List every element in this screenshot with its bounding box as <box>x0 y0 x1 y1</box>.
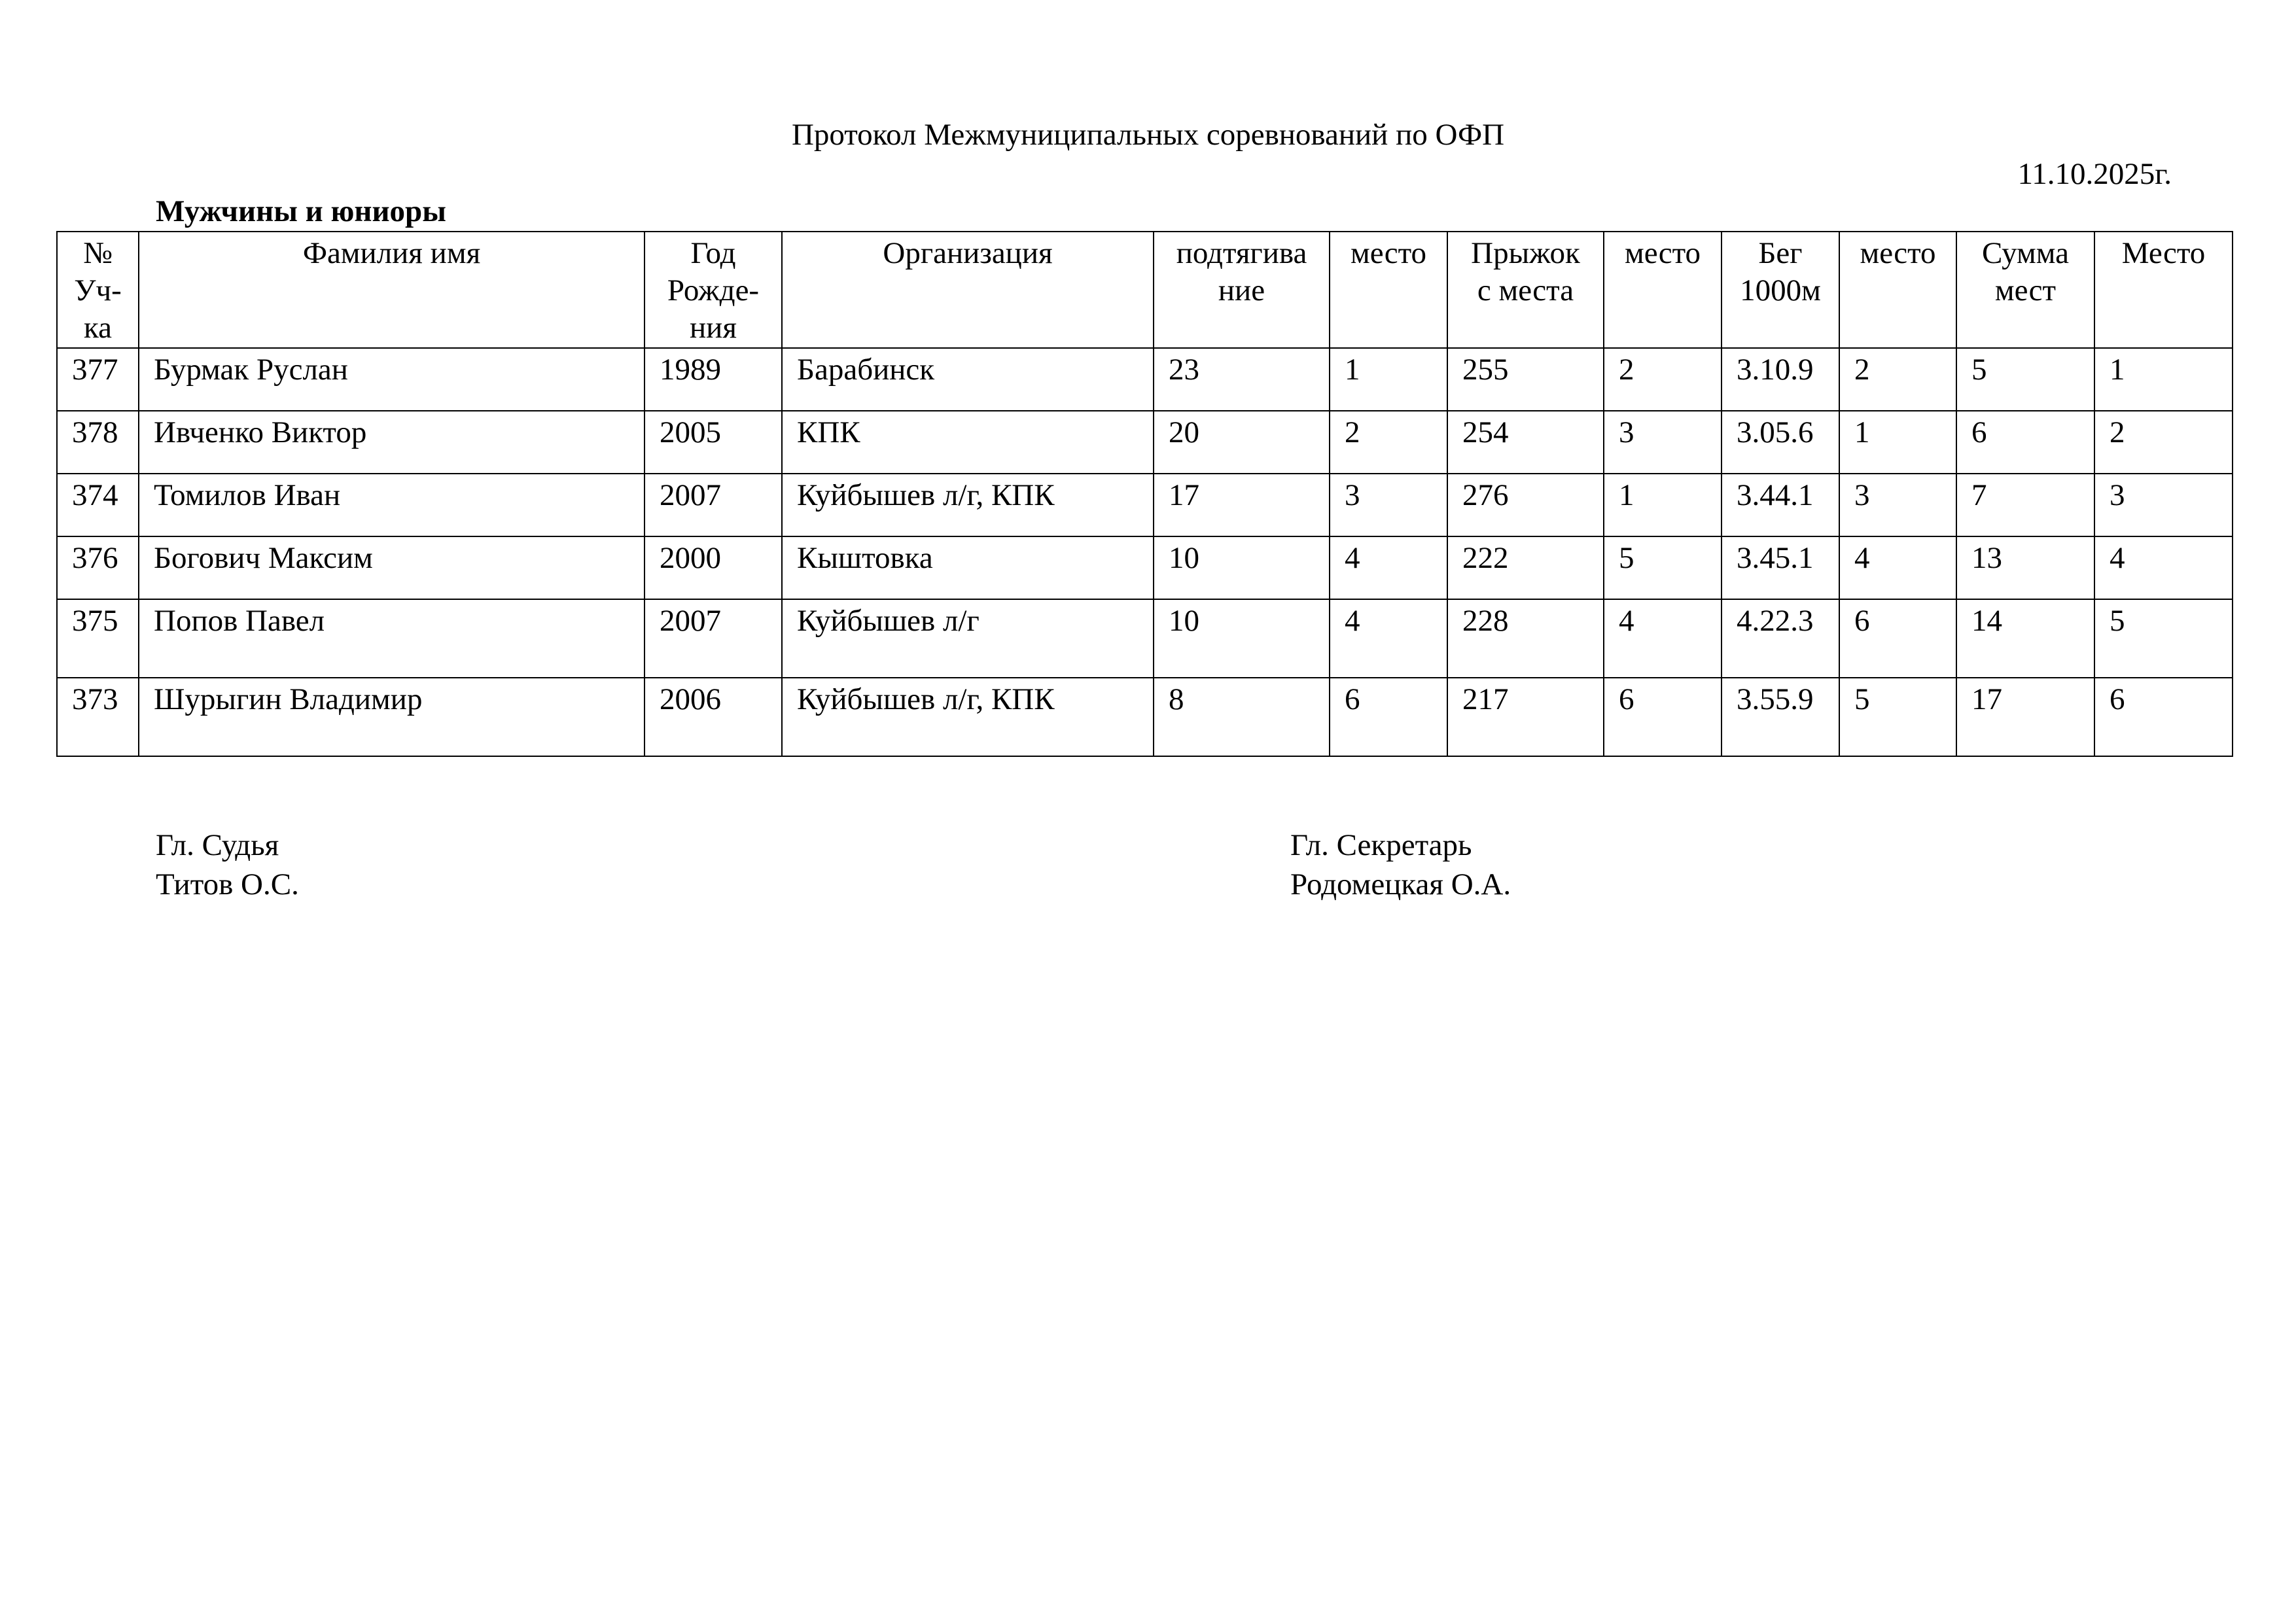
header-run-1000m: Бег 1000м <box>1722 232 1839 348</box>
category-heading: Мужчины и юниоры <box>156 194 446 228</box>
long-jump-place: 6 <box>1604 678 1722 756</box>
birth-year: 2006 <box>645 678 782 756</box>
pullups: 8 <box>1154 678 1330 756</box>
sum-of-places: 7 <box>1956 474 2094 536</box>
organization: КПК <box>782 411 1154 474</box>
pullups: 17 <box>1154 474 1330 536</box>
long-jump-place: 2 <box>1604 348 1722 411</box>
long-jump-place: 3 <box>1604 411 1722 474</box>
birth-year: 2000 <box>645 536 782 599</box>
sum-of-places: 13 <box>1956 536 2094 599</box>
secretary-title: Гл. Секретарь <box>1290 828 1472 862</box>
birth-year: 2007 <box>645 474 782 536</box>
organization: Куйбышев л/г, КПК <box>782 678 1154 756</box>
full-name: Богович Максим <box>139 536 645 599</box>
run-1000m: 3.55.9 <box>1722 678 1839 756</box>
organization: Барабинск <box>782 348 1154 411</box>
judge-title: Гл. Судья <box>156 828 279 862</box>
organization: Куйбышев л/г <box>782 599 1154 678</box>
run-1000m: 3.45.1 <box>1722 536 1839 599</box>
pullups-place: 3 <box>1330 474 1447 536</box>
table-row <box>57 678 2233 756</box>
organization: Кыштовка <box>782 536 1154 599</box>
sum-of-places: 14 <box>1956 599 2094 678</box>
long-jump-place: 1 <box>1604 474 1722 536</box>
table-row <box>57 411 2233 474</box>
run-1000m: 3.10.9 <box>1722 348 1839 411</box>
header-long-jump-place: место <box>1604 232 1722 348</box>
run-1000m: 3.05.6 <box>1722 411 1839 474</box>
long-jump: 254 <box>1447 411 1604 474</box>
run-place: 6 <box>1839 599 1956 678</box>
sum-of-places: 17 <box>1956 678 2094 756</box>
final-place: 3 <box>2094 474 2233 536</box>
long-jump: 276 <box>1447 474 1604 536</box>
final-place: 4 <box>2094 536 2233 599</box>
secretary-signature-block <box>1290 826 1511 904</box>
table-row <box>57 536 2233 599</box>
header-organization: Организация <box>782 232 1154 348</box>
pullups: 10 <box>1154 536 1330 599</box>
full-name: Ивченко Виктор <box>139 411 645 474</box>
long-jump: 255 <box>1447 348 1604 411</box>
run-place: 1 <box>1839 411 1956 474</box>
pullups-place: 4 <box>1330 536 1447 599</box>
full-name: Шурыгин Владимир <box>139 678 645 756</box>
pullups: 23 <box>1154 348 1330 411</box>
secretary-name: Родомецкая О.А. <box>1290 867 1511 901</box>
birth-year: 2007 <box>645 599 782 678</box>
header-participant-number: № Уч- ка <box>57 232 139 348</box>
full-name: Томилов Иван <box>139 474 645 536</box>
final-place: 6 <box>2094 678 2233 756</box>
long-jump-place: 4 <box>1604 599 1722 678</box>
participant-number: 377 <box>57 348 139 411</box>
sum-of-places: 5 <box>1956 348 2094 411</box>
long-jump-place: 5 <box>1604 536 1722 599</box>
birth-year: 2005 <box>645 411 782 474</box>
run-place: 3 <box>1839 474 1956 536</box>
final-place: 2 <box>2094 411 2233 474</box>
protocol-date: 11.10.2025г. <box>2017 157 2172 191</box>
header-pullups-place: место <box>1330 232 1447 348</box>
table-row <box>57 599 2233 678</box>
table-row <box>57 474 2233 536</box>
table-header-row <box>57 232 2233 348</box>
header-final-place: Место <box>2094 232 2233 348</box>
pullups-place: 4 <box>1330 599 1447 678</box>
run-1000m: 4.22.3 <box>1722 599 1839 678</box>
judge-name: Титов О.С. <box>156 867 299 901</box>
pullups: 20 <box>1154 411 1330 474</box>
pullups: 10 <box>1154 599 1330 678</box>
header-sum-of-places: Сумма мест <box>1956 232 2094 348</box>
results-table <box>56 231 2233 757</box>
page-title: Протокол Межмуниципальных соревнований по ОФП <box>791 118 1505 152</box>
run-place: 4 <box>1839 536 1956 599</box>
header-pullups: подтягива ние <box>1154 232 1330 348</box>
birth-year: 1989 <box>645 348 782 411</box>
run-place: 2 <box>1839 348 1956 411</box>
participant-number: 373 <box>57 678 139 756</box>
organization: Куйбышев л/г, КПК <box>782 474 1154 536</box>
full-name: Попов Павел <box>139 599 645 678</box>
header-run-place: место <box>1839 232 1956 348</box>
long-jump: 228 <box>1447 599 1604 678</box>
header-long-jump: Прыжок с места <box>1447 232 1604 348</box>
participant-number: 378 <box>57 411 139 474</box>
pullups-place: 2 <box>1330 411 1447 474</box>
participant-number: 374 <box>57 474 139 536</box>
header-birth-year: Год Рожде- ния <box>645 232 782 348</box>
full-name: Бурмак Руслан <box>139 348 645 411</box>
table-row <box>57 348 2233 411</box>
header-full-name: Фамилия имя <box>139 232 645 348</box>
sum-of-places: 6 <box>1956 411 2094 474</box>
final-place: 1 <box>2094 348 2233 411</box>
participant-number: 375 <box>57 599 139 678</box>
pullups-place: 1 <box>1330 348 1447 411</box>
pullups-place: 6 <box>1330 678 1447 756</box>
long-jump: 217 <box>1447 678 1604 756</box>
run-1000m: 3.44.1 <box>1722 474 1839 536</box>
long-jump: 222 <box>1447 536 1604 599</box>
participant-number: 376 <box>57 536 139 599</box>
final-place: 5 <box>2094 599 2233 678</box>
judge-signature-block <box>156 826 299 904</box>
run-place: 5 <box>1839 678 1956 756</box>
